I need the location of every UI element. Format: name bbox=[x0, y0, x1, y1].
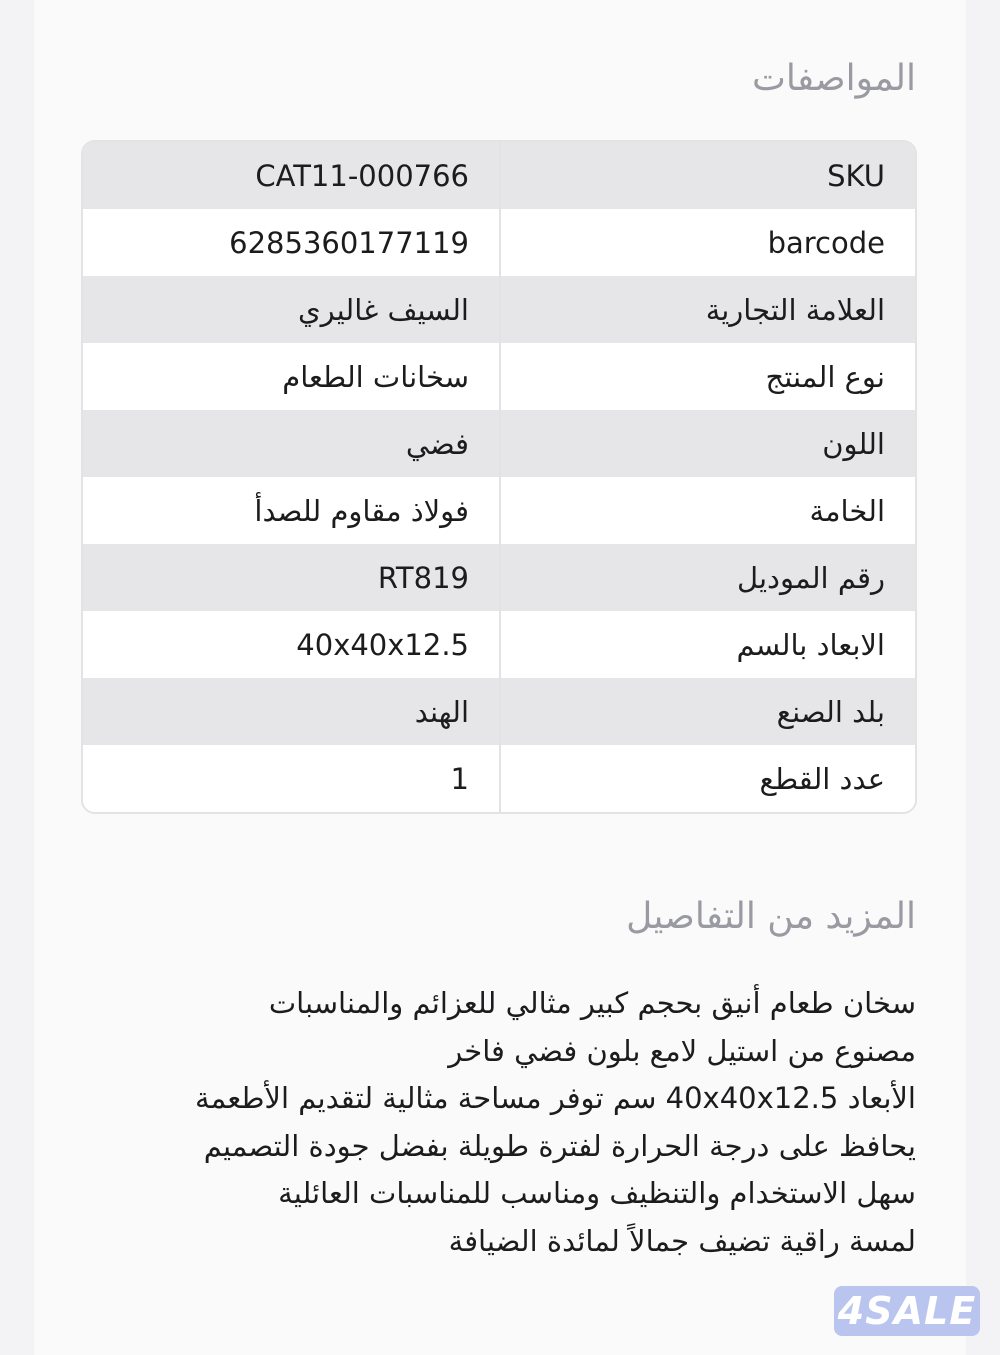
table-row bbox=[83, 611, 915, 678]
table-row bbox=[83, 477, 915, 544]
spec-value: CAT11-000766 bbox=[83, 142, 501, 209]
description-line: سخان طعام أنيق بحجم كبير مثالي للعزائم والمناسبات bbox=[268, 986, 916, 1020]
spec-value: فولاذ مقاوم للصدأ bbox=[83, 477, 501, 544]
spec-value: سخانات الطعام bbox=[83, 343, 501, 410]
spec-key: رقم الموديل bbox=[737, 560, 885, 595]
spec-key: العلامة التجارية bbox=[705, 292, 885, 327]
description-line: يحافظ على درجة الحرارة لفترة طويلة بفضل جودة التصميم bbox=[203, 1128, 916, 1163]
product-description bbox=[96, 980, 916, 1265]
spec-key: عدد القطع bbox=[759, 761, 885, 796]
spec-key: بلد الصنع bbox=[776, 694, 885, 729]
table-row bbox=[83, 544, 915, 611]
spec-value: فضي bbox=[83, 410, 501, 477]
spec-key: اللون bbox=[822, 426, 885, 461]
description-line: الأبعاد 40x40x12.5 سم توفر مساحة مثالية لتقديم الأطعمة bbox=[195, 1081, 916, 1115]
description-line: مصنوع من استيل لامع بلون فضي فاخر bbox=[448, 1033, 916, 1068]
table-row bbox=[83, 745, 915, 812]
4sale-watermark-logo: 4SALE bbox=[834, 1286, 980, 1336]
spec-key: نوع المنتج bbox=[765, 359, 885, 394]
spec-key: الابعاد بالسم bbox=[736, 627, 885, 662]
spec-value: 40x40x12.5 bbox=[83, 611, 501, 678]
table-row bbox=[83, 142, 915, 209]
spec-key: barcode bbox=[767, 225, 885, 260]
table-row bbox=[83, 343, 915, 410]
specs-table bbox=[81, 140, 917, 814]
spec-value: الهند bbox=[83, 678, 501, 745]
description-line: لمسة راقية تضيف جمالاً لمائدة الضيافة bbox=[448, 1223, 916, 1258]
table-row bbox=[83, 678, 915, 745]
spec-value: RT819 bbox=[83, 544, 501, 611]
table-row bbox=[83, 410, 915, 477]
specs-title: المواصفات bbox=[751, 58, 916, 99]
more-details-title: المزيد من التفاصيل bbox=[626, 896, 916, 937]
table-row bbox=[83, 276, 915, 343]
description-line: سهل الاستخدام والتنظيف ومناسب للمناسبات العائلية bbox=[278, 1176, 916, 1210]
spec-value: السيف غاليري bbox=[83, 276, 501, 343]
spec-value: 6285360177119 bbox=[83, 209, 501, 276]
spec-key: الخامة bbox=[809, 493, 885, 528]
spec-value: 1 bbox=[83, 745, 501, 812]
spec-key: SKU bbox=[827, 158, 885, 193]
table-row bbox=[83, 209, 915, 276]
